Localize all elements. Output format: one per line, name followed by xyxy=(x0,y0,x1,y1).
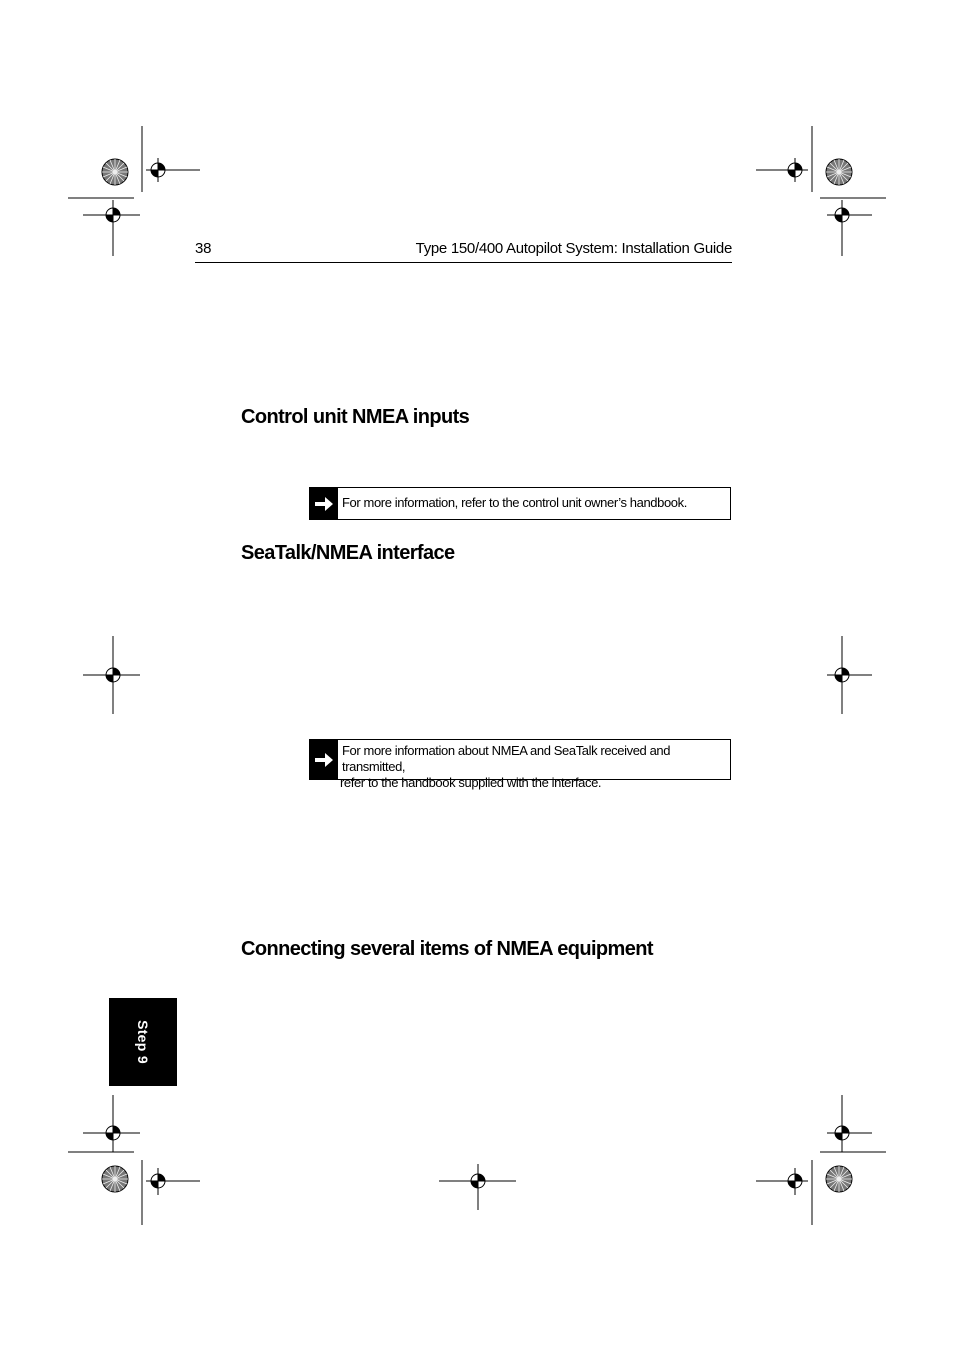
arrow-right-icon xyxy=(310,488,338,519)
section-heading-seatalk-nmea-interface: SeaTalk/NMEA interface xyxy=(241,542,455,564)
section-heading-connecting-nmea-equipment: Connecting several items of NMEA equipment xyxy=(241,938,653,960)
note-text xyxy=(340,743,726,791)
page-number: 38 xyxy=(195,240,212,257)
note-text-line: For more information about NMEA and SeaTalk received and transmitted, xyxy=(342,743,671,774)
page-header xyxy=(195,238,732,263)
section-heading-control-unit-nmea-inputs: Control unit NMEA inputs xyxy=(241,406,470,428)
note-box xyxy=(309,739,731,790)
note-text-line: refer to the handbook supplied with the interface. xyxy=(340,775,602,790)
note-box xyxy=(309,487,731,520)
step-label: Step 9 xyxy=(134,1020,151,1064)
arrow-right-icon xyxy=(310,740,338,779)
step-tab xyxy=(109,998,177,1086)
running-title: Type 150/400 Autopilot System: Installation Guide xyxy=(415,240,732,257)
note-text: For more information, refer to the control unit owner’s handbook. xyxy=(342,495,687,510)
